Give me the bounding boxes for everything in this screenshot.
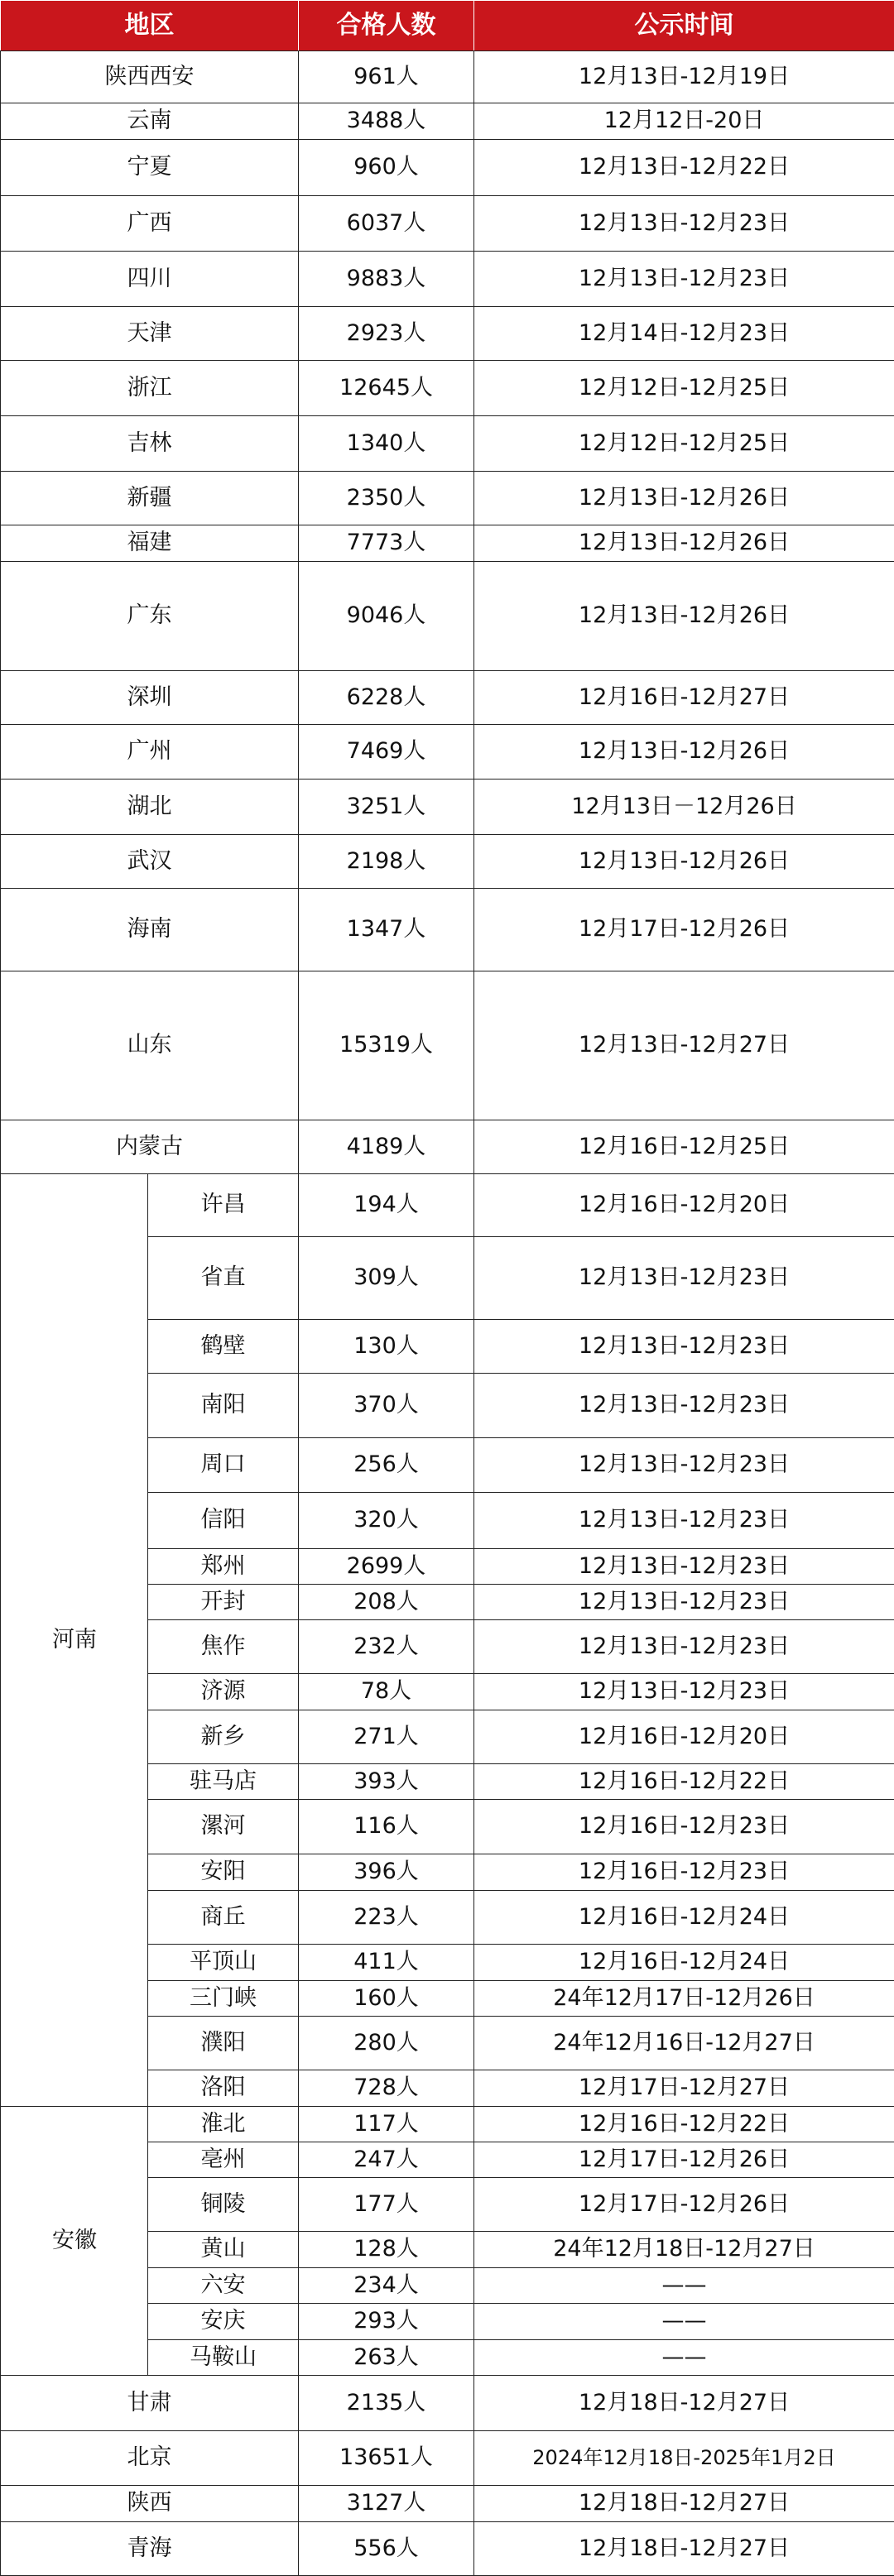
count-cell: 2198人 — [299, 835, 474, 889]
region-cell: 宁夏 — [1, 140, 299, 196]
table-row — [1, 562, 894, 671]
table-row — [1, 472, 894, 525]
date-cell: —— — [474, 2340, 894, 2376]
count-cell: 6037人 — [299, 196, 474, 252]
region-cell: 海南 — [1, 889, 299, 971]
city-cell: 开封 — [148, 1585, 299, 1620]
region-cell: 广东 — [1, 562, 299, 671]
region-cell: 福建 — [1, 525, 299, 562]
count-cell: 177人 — [299, 2178, 474, 2232]
city-cell: 驻马店 — [148, 1764, 299, 1800]
region-cell: 云南 — [1, 103, 299, 140]
count-cell: 320人 — [299, 1493, 474, 1549]
count-cell: 7469人 — [299, 725, 474, 780]
date-cell: 12月16日-12月27日 — [474, 671, 894, 725]
region-cell: 山东 — [1, 971, 299, 1120]
date-cell: 12月17日-12月26日 — [474, 2142, 894, 2178]
count-cell: 2135人 — [299, 2376, 474, 2431]
date-cell: 12月13日-12月27日 — [474, 971, 894, 1120]
count-cell: 232人 — [299, 1620, 474, 1674]
table-row — [1, 2486, 894, 2522]
province-cell: 安徽 — [1, 2107, 148, 2376]
city-cell: 亳州 — [148, 2142, 299, 2178]
date-cell: 12月13日-12月23日 — [474, 1438, 894, 1493]
count-cell: 263人 — [299, 2340, 474, 2376]
date-cell: 12月16日-12月23日 — [474, 1854, 894, 1891]
region-cell: 北京 — [1, 2431, 299, 2486]
date-cell: 12月13日-12月23日 — [474, 1674, 894, 1710]
count-cell: 3488人 — [299, 103, 474, 140]
count-cell: 2699人 — [299, 1549, 474, 1585]
region-cell: 武汉 — [1, 835, 299, 889]
date-cell: 2024年12月18日-2025年1月2日 — [474, 2431, 894, 2486]
date-cell: 24年12月16日-12月27日 — [474, 2017, 894, 2070]
date-cell: 12月14日-12月23日 — [474, 307, 894, 361]
date-cell: 12月16日-12月25日 — [474, 1120, 894, 1174]
date-cell: 12月16日-12月20日 — [474, 1710, 894, 1764]
date-cell: —— — [474, 2304, 894, 2340]
count-cell: 3127人 — [299, 2486, 474, 2522]
count-cell: 4189人 — [299, 1120, 474, 1174]
date-cell: 12月13日-12月23日 — [474, 196, 894, 252]
count-cell: 194人 — [299, 1174, 474, 1237]
date-cell: 12月17日-12月26日 — [474, 2178, 894, 2232]
count-cell: 9883人 — [299, 252, 474, 307]
city-cell: 漯河 — [148, 1800, 299, 1854]
count-cell: 234人 — [299, 2268, 474, 2304]
header-region: 地区 — [1, 1, 299, 51]
table-row — [1, 103, 894, 140]
date-cell: 12月16日-12月24日 — [474, 1891, 894, 1945]
count-cell: 12645人 — [299, 361, 474, 416]
date-cell: 12月13日-12月23日 — [474, 1374, 894, 1438]
table-row — [1, 889, 894, 971]
region-cell: 甘肃 — [1, 2376, 299, 2431]
date-cell: 12月13日－12月26日 — [474, 780, 894, 835]
count-cell: 6228人 — [299, 671, 474, 725]
city-cell: 六安 — [148, 2268, 299, 2304]
date-cell: 12月16日-12月24日 — [474, 1945, 894, 1981]
city-cell: 商丘 — [148, 1891, 299, 1945]
table-row — [1, 51, 894, 103]
city-cell: 南阳 — [148, 1374, 299, 1438]
table-row — [1, 196, 894, 252]
count-cell: 7773人 — [299, 525, 474, 562]
count-cell: 396人 — [299, 1854, 474, 1891]
count-cell: 1347人 — [299, 889, 474, 971]
count-cell: 309人 — [299, 1237, 474, 1320]
count-cell: 15319人 — [299, 971, 474, 1120]
city-cell: 三门峡 — [148, 1981, 299, 2017]
table-row — [1, 2107, 894, 2142]
city-cell: 焦作 — [148, 1620, 299, 1674]
table-row — [1, 307, 894, 361]
table-row — [1, 1174, 894, 1237]
date-cell: 12月13日-12月23日 — [474, 1493, 894, 1549]
date-cell: 12月12日-12月25日 — [474, 361, 894, 416]
region-cell: 青海 — [1, 2522, 299, 2576]
count-cell: 13651人 — [299, 2431, 474, 2486]
city-cell: 濮阳 — [148, 2017, 299, 2070]
date-cell: 12月16日-12月20日 — [474, 1174, 894, 1237]
date-cell: 12月17日-12月26日 — [474, 889, 894, 971]
table-body — [1, 51, 894, 2576]
count-cell: 247人 — [299, 2142, 474, 2178]
city-cell: 淮北 — [148, 2107, 299, 2142]
date-cell: 12月13日-12月22日 — [474, 140, 894, 196]
date-cell: 12月18日-12月27日 — [474, 2486, 894, 2522]
city-cell: 信阳 — [148, 1493, 299, 1549]
city-cell: 省直 — [148, 1237, 299, 1320]
date-cell: 12月13日-12月23日 — [474, 1237, 894, 1320]
table-row — [1, 2376, 894, 2431]
count-cell: 293人 — [299, 2304, 474, 2340]
date-cell: 12月13日-12月23日 — [474, 1620, 894, 1674]
count-cell: 960人 — [299, 140, 474, 196]
region-cell: 广西 — [1, 196, 299, 252]
date-cell: 12月13日-12月23日 — [474, 1549, 894, 1585]
city-cell: 郑州 — [148, 1549, 299, 1585]
date-cell: 12月18日-12月27日 — [474, 2376, 894, 2431]
date-cell: 12月16日-12月23日 — [474, 1800, 894, 1854]
count-cell: 78人 — [299, 1674, 474, 1710]
date-cell: 24年12月17日-12月26日 — [474, 1981, 894, 2017]
count-cell: 223人 — [299, 1891, 474, 1945]
region-cell: 天津 — [1, 307, 299, 361]
date-cell: 12月13日-12月26日 — [474, 472, 894, 525]
table-row — [1, 525, 894, 562]
date-cell: 12月13日-12月26日 — [474, 562, 894, 671]
count-cell: 2923人 — [299, 307, 474, 361]
region-cell: 浙江 — [1, 361, 299, 416]
city-cell: 安庆 — [148, 2304, 299, 2340]
date-cell: 12月13日-12月23日 — [474, 1320, 894, 1374]
city-cell: 鹤壁 — [148, 1320, 299, 1374]
table-row — [1, 416, 894, 472]
date-cell: 12月13日-12月26日 — [474, 725, 894, 780]
count-cell: 961人 — [299, 51, 474, 103]
region-cell: 吉林 — [1, 416, 299, 472]
count-cell: 160人 — [299, 1981, 474, 2017]
table-header-row — [1, 1, 894, 51]
city-cell: 黄山 — [148, 2232, 299, 2268]
count-cell: 2350人 — [299, 472, 474, 525]
count-cell: 3251人 — [299, 780, 474, 835]
table-row — [1, 140, 894, 196]
count-cell: 130人 — [299, 1320, 474, 1374]
table-row — [1, 1120, 894, 1174]
date-cell: 24年12月18日-12月27日 — [474, 2232, 894, 2268]
city-cell: 济源 — [148, 1674, 299, 1710]
city-cell: 周口 — [148, 1438, 299, 1493]
count-cell: 271人 — [299, 1710, 474, 1764]
date-cell: 12月13日-12月26日 — [474, 835, 894, 889]
date-cell: 12月18日-12月27日 — [474, 2522, 894, 2576]
count-cell: 370人 — [299, 1374, 474, 1438]
count-cell: 9046人 — [299, 562, 474, 671]
province-cell: 河南 — [1, 1174, 148, 2107]
count-cell: 1340人 — [299, 416, 474, 472]
table-row — [1, 835, 894, 889]
count-cell: 556人 — [299, 2522, 474, 2576]
header-date: 公示时间 — [474, 1, 894, 51]
date-cell: 12月12日-12月25日 — [474, 416, 894, 472]
region-cell: 湖北 — [1, 780, 299, 835]
date-cell: 12月13日-12月23日 — [474, 1585, 894, 1620]
city-cell: 马鞍山 — [148, 2340, 299, 2376]
city-cell: 平顶山 — [148, 1945, 299, 1981]
table-row — [1, 2431, 894, 2486]
table-row — [1, 252, 894, 307]
table-row — [1, 671, 894, 725]
date-cell: 12月16日-12月22日 — [474, 2107, 894, 2142]
region-cell: 四川 — [1, 252, 299, 307]
date-cell: 12月16日-12月22日 — [474, 1764, 894, 1800]
date-cell: 12月13日-12月19日 — [474, 51, 894, 103]
date-cell: —— — [474, 2268, 894, 2304]
count-cell: 728人 — [299, 2070, 474, 2107]
table-row — [1, 780, 894, 835]
count-cell: 411人 — [299, 1945, 474, 1981]
header-count: 合格人数 — [299, 1, 474, 51]
region-cell: 新疆 — [1, 472, 299, 525]
region-cell: 陕西 — [1, 2486, 299, 2522]
date-cell: 12月13日-12月26日 — [474, 525, 894, 562]
city-cell: 铜陵 — [148, 2178, 299, 2232]
count-cell: 117人 — [299, 2107, 474, 2142]
date-cell: 12月12日-20日 — [474, 103, 894, 140]
count-cell: 393人 — [299, 1764, 474, 1800]
table-row — [1, 2522, 894, 2576]
city-cell: 新乡 — [148, 1710, 299, 1764]
city-cell: 许昌 — [148, 1174, 299, 1237]
count-cell: 116人 — [299, 1800, 474, 1854]
region-cell: 陕西西安 — [1, 51, 299, 103]
count-cell: 208人 — [299, 1585, 474, 1620]
table-row — [1, 971, 894, 1120]
count-cell: 280人 — [299, 2017, 474, 2070]
city-cell: 洛阳 — [148, 2070, 299, 2107]
table-row — [1, 361, 894, 416]
table-row — [1, 725, 894, 780]
region-cell: 内蒙古 — [1, 1120, 299, 1174]
region-cell: 深圳 — [1, 671, 299, 725]
date-cell: 12月13日-12月23日 — [474, 252, 894, 307]
city-cell: 安阳 — [148, 1854, 299, 1891]
region-cell: 广州 — [1, 725, 299, 780]
date-cell: 12月17日-12月27日 — [474, 2070, 894, 2107]
count-cell: 256人 — [299, 1438, 474, 1493]
count-cell: 128人 — [299, 2232, 474, 2268]
